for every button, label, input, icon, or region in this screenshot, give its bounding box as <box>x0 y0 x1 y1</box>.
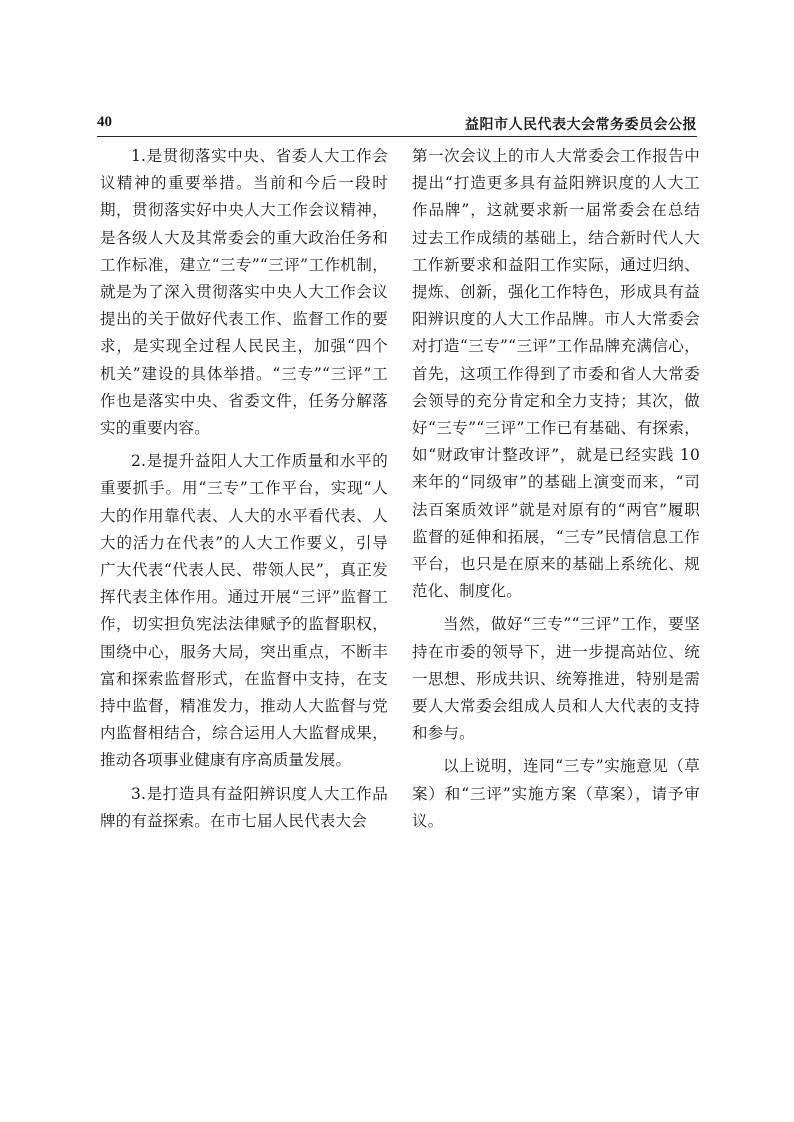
page-header <box>97 112 697 138</box>
right-column <box>412 143 700 841</box>
paragraph-point-3-continued: 第一次会议上的市人大常委会工作报告中提出“打造更多具有益阳辨识度的人大工作品牌”，这就要求新一届常委会在总结过去工作成绩的基础上，结合新时代人大工作新要求和益阳工作实际，通过归纳、提炼、创新，强化工作特色，形成具有益阳辨识度的人大工作品牌。市人大常委会对打造“三专”“三评”工作品牌充满信心，首先，这项工作得到了市委和省人大常委会领导的充分肯定和全力支持；其次，做好“三专”“三评”工作已有基础、有探索，如“财政审计整改评”，就是已经实践 10 来年的“同级审”的基础上演变而来，“司法百案质效评”就是对原有的“两官”履职监督的延伸和拓展，“三专”民情信息工作平台，也只是在原来的基础上系统化、规范化、制度化。 <box>412 147 700 601</box>
paragraph-support: 当然，做好“三专”“三评”工作，要坚持在市委的领导下，进一步提高站位、统一思想、形成共识、统筹推进，特别是需要人大常委会组成人员和人大代表的支持和参与。 <box>412 615 700 743</box>
paragraph-closing: 以上说明，连同“三专”实施意见（草案）和“三评”实施方案（草案），请予审议。 <box>412 757 700 830</box>
page-number: 40 <box>97 114 112 130</box>
header-divider <box>97 136 697 137</box>
left-column <box>100 143 388 841</box>
paragraph-point-3: 3.是打造具有益阳辨识度人大工作品牌的有益探索。在市七届人民代表大会 <box>100 784 388 830</box>
paragraph-point-1: 1.是贯彻落实中央、省委人大工作会议精神的重要举措。当前和今后一段时期，贯彻落实好中央人大工作会议精神，是各级人大及其常委会的重大政治任务和工作标准，建立“三专”“三评”工作机制，就是为了深入贯彻落实中央人大工作会议提出的关于做好代表工作、监督工作的要求，是实现全过程人民民主，加强“四个机关”建设的具体举措。“三专”“三评”工作也是落实中央、省委文件，任务分解落实的重要内容。 <box>100 147 388 438</box>
journal-title: 益阳市人民代表大会常务委员会公报 <box>465 117 697 133</box>
paragraph-point-2: 2.是提升益阳人大工作质量和水平的重要抓手。用“三专”工作平台，实现“人大的作用靠代表、人大的水平看代表、人大的活力在代表”的人大工作要义，引导广大代表“代表人民、带领人民”，真正发挥代表主体作用。通过开展“三评”监督工作，切实担负宪法法律赋予的监督职权，围绕中心，服务大局，突出重点，不断丰富和探索监督形式，在监督中支持，在支持中监督，精准发力，推动人大监督与党内监督相结合，综合运用人大监督成果，推动各项事业健康有序高质量发展。 <box>100 452 388 770</box>
